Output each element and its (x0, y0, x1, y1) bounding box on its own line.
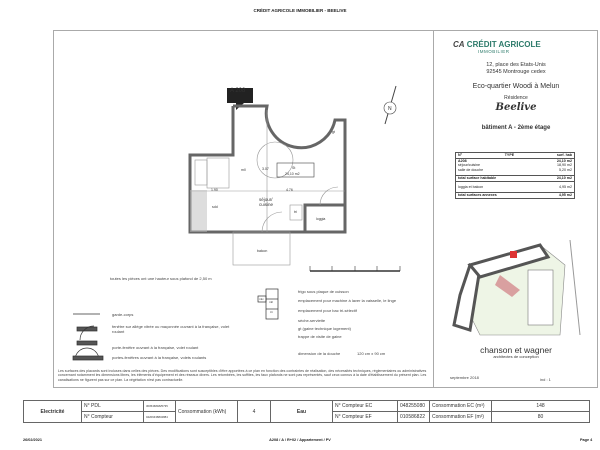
legend-trappe: trappe de visite de gaine (298, 334, 342, 339)
architect-sub: architectes de conception (493, 354, 539, 359)
elec-conso: 4 (238, 401, 271, 423)
brand-logo: CA CRÉDIT AGRICOLE (453, 40, 541, 49)
address-line-2: 92545 Montrouge cedex (486, 69, 546, 75)
svg-text:gt: gt (332, 130, 335, 134)
svg-text:N: N (388, 106, 392, 112)
legend-frigo: frigo sous plaque de cuisson (298, 289, 349, 294)
room-loggia: loggia (316, 217, 326, 221)
brand-sub: IMMOBILIER (478, 49, 510, 54)
room-area: 24,10 m2 (285, 172, 300, 176)
footer-page: Page 4 (580, 438, 593, 442)
legend-gt: gt (gaine technique logement) (298, 326, 351, 331)
ec-conso: 148 (492, 401, 590, 412)
legend-garde-corps: garde-corps (112, 312, 134, 317)
eau-label: Eau (271, 401, 333, 423)
svg-text:mll: mll (241, 168, 246, 172)
svg-text:mll: mll (269, 300, 273, 304)
ef-conso: 80 (492, 412, 590, 423)
svg-text:mlv: mlv (259, 297, 264, 301)
room-sejour: séjour/ (259, 197, 273, 202)
ca-logo-icon: CA (453, 40, 465, 49)
ec-value: 048255080 (398, 401, 430, 412)
ef-value: 010586822 (398, 412, 430, 423)
elec-label: Electricité (24, 401, 82, 423)
legend-portes-fenetres: portes-fenêtres ouvrant à la française, volets roulants (112, 355, 207, 360)
ceiling-note: toutes les pièces ont une hauteur sous plafond de 2,50 m (110, 276, 212, 281)
surface-table: N° TYPE surf. hab A208 24,10 m2 séjour/cuisine 18,90 m2 salle de douche 5,20 m2 total surface habitable 24,10 m2 loggia et balcon 4,95 m2 total surfaces annexes 4,95 m2 (455, 152, 575, 199)
unit-highlight (510, 251, 517, 258)
room-cuisine: cuisine (259, 202, 274, 207)
svg-text:3.07: 3.07 (262, 167, 269, 171)
shower-label: dimension de la douche (298, 351, 341, 356)
svg-text:tri: tri (270, 310, 273, 314)
pdl-value: 30054684825735 (144, 401, 176, 412)
room-balcon: balcon (257, 249, 268, 253)
document-header: CRÉDIT AGRICOLE IMMOBILIER - BEELIVE (253, 8, 347, 13)
svg-text:1.90: 1.90 (211, 188, 218, 192)
footer-date: 26/02/2021 (23, 438, 43, 442)
legend-seche-serviette: sèche-serviette (298, 318, 326, 323)
address-line-1: 12, place des Etats-Unis (486, 62, 546, 68)
room-sdd: sdd (212, 205, 218, 209)
plan-date: septembre 2018 (450, 375, 479, 380)
scale-bar (310, 266, 400, 271)
svg-text:4.76: 4.76 (286, 188, 293, 192)
legend-machine: emplacement pour machine à laver la vaisselle, le linge (298, 298, 397, 303)
legend-tri: emplacement pour bac tri-sélectif (298, 308, 357, 313)
residence-label: Résidence (504, 95, 528, 101)
lot-label: A 208 (230, 88, 246, 94)
project-name: Eco-quartier Woodi à Melun (472, 83, 560, 90)
building-floor: bâtiment A - 2ème étage (481, 125, 551, 131)
legend-porte-fenetre: porte-fenêtre ouvrant à la française, volet roulant (112, 345, 199, 350)
residence-name: Beelive (495, 102, 537, 113)
architect-name: chanson et wagner (480, 345, 552, 355)
plan-index: ind : 1 (540, 377, 551, 382)
north-arrow-icon (384, 86, 396, 124)
disclaimer: Les surfaces des placards sont incluses dans celles des pièces. Des modifications sont susceptibles d'être apportées à ce plan en fonction des contraintes de réalisation, des nécessités techniques, réglementaires ou administratives concernant notamment les dimensions libres, les éléments d'équipement et des réseaux divers. Les retombées, les soffites, les faux plafonds ne sont pas représentés, sauf ceux connus à la date d'établissement du présent plan. Les canalisations ne figurent pas sur ce plan. La végétation n'est pas contractuelle. (58, 369, 427, 382)
wall-right (233, 106, 345, 232)
site-plan (440, 235, 590, 340)
compteur-value: 04206438834884 (144, 412, 176, 423)
meter-table: Electricité N° PDL 30054684825735 Consommation (kWh) 4 Eau N° Compteur EC 048255080 Consommation EC (m³) 148 N° Compteur 04206438834884 N° Compteur EF 010586822 Consommation EF (m³) 80 (23, 400, 590, 423)
shower-dim: 120 cm x 90 cm (357, 351, 386, 356)
footer-ref: A208 / A / R+02 / Appartement / PV (269, 438, 331, 442)
svg-text:tri: tri (294, 210, 297, 214)
room-type: St (292, 166, 296, 170)
legend-fenetre: fenêtre sur allège vitrée ou maçonnée ouvrant à la française, volet roulant (112, 324, 230, 334)
